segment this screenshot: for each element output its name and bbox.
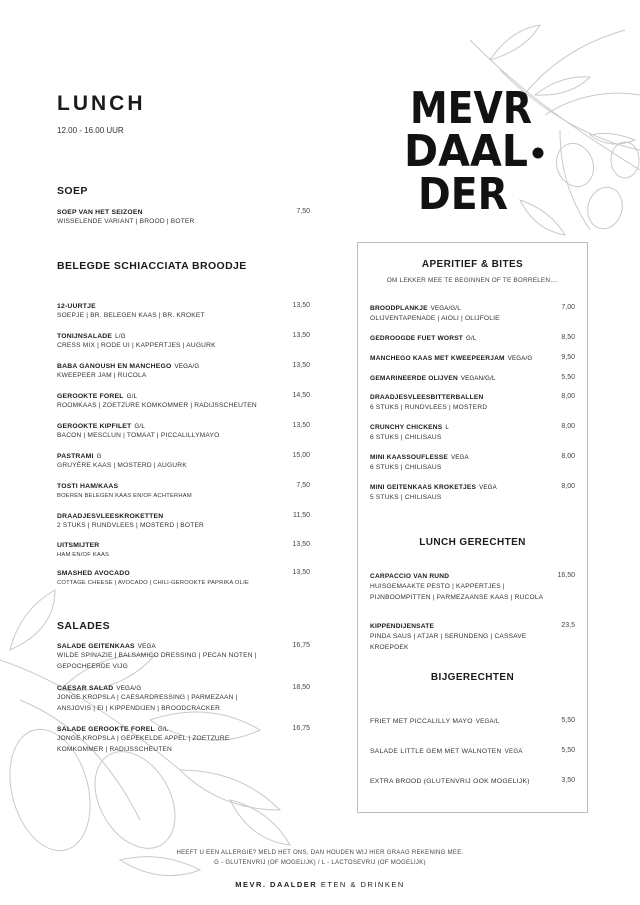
menu-item-price: 15,00 [292, 452, 310, 459]
menu-item-price: 8,00 [561, 393, 575, 400]
brand-tagline: ETEN & DRINKEN [320, 880, 405, 889]
menu-item-name: CAESAR SALAD VEGA/G [57, 685, 142, 692]
menu-item-tag: VEGA [450, 454, 469, 461]
menu-item-price: 8,50 [561, 334, 575, 341]
menu-item-description: 2 STUKS | RUNDVLEES | MOSTERD | BOTER [57, 522, 205, 529]
menu-item-price: 8,00 [561, 423, 575, 430]
menu-item-description: KWEEPEER JAM | RUCOLA [57, 372, 147, 379]
menu-item-price: 16,75 [292, 725, 310, 732]
menu-item-description: HUISGEMAAKTE PESTO | KAPPERTJES | PIJNBOOMPITTEN | PARMEZAANSE KAAS | RUCOLA [370, 583, 544, 601]
menu-item [57, 332, 310, 352]
menu-item-name: MINI KAASSOUFLESSE VEGA [370, 454, 469, 461]
menu-item-tag: VEGA/L [475, 718, 500, 725]
menu-item-price: 5,50 [561, 717, 575, 724]
menu-item-tag: VEGA [479, 484, 497, 491]
menu-item-description: BACON | MESCLUN | TOMAAT | PICCALILLYMAYO [57, 432, 220, 439]
menu-item-price: 14,50 [292, 392, 310, 399]
menu-item-price: 13,50 [292, 569, 310, 576]
menu-item-tag: VEGA [504, 748, 523, 755]
menu-item-price: 3,50 [561, 777, 575, 784]
menu-item-name: CARPACCIO VAN RUND [370, 573, 450, 580]
menu-item [57, 642, 310, 672]
menu-item-tag: G/L [134, 423, 145, 430]
menu-item-tag: G [96, 453, 102, 460]
menu-item-description: 6 STUKS | CHILISAUS [370, 434, 442, 441]
menu-item-name: BABA GANOUSH EN MANCHEGO VEGA/G [57, 363, 200, 370]
menu-item [370, 483, 575, 504]
menu-item [370, 747, 575, 757]
menu-item [370, 777, 575, 787]
menu-item-name: SALADE GEROOKTE FOREL G/L [57, 726, 169, 733]
menu-item [57, 302, 310, 322]
menu-item-description: 5 STUKS | CHILISAUS [370, 494, 442, 501]
menu-item [57, 725, 310, 755]
menu-item [57, 482, 310, 502]
menu-item-name: MINI GEITENKAAS KROKETJES VEGA [370, 484, 497, 491]
menu-item-tag: G/L [466, 335, 477, 342]
menu-item-name: GEROOKTE FOREL G/L [57, 393, 138, 400]
menu-item [370, 717, 575, 727]
menu-item [370, 304, 575, 325]
menu-item [57, 569, 310, 589]
menu-item-description: CRESS MIX | RODE UI | KAPPERTJES | AUGURK [57, 342, 216, 349]
menu-item [57, 208, 310, 228]
menu-item [370, 622, 575, 653]
menu-item-description: WISSELENDE VARIANT | BROOD | BOTER [57, 218, 195, 225]
menu-item-description: WILDE SPINAZIE | BALSAMICO DRESSING | PECAN NOTEN | GEPOCHEERDE VIJG [57, 652, 257, 670]
menu-item-description: JONGE KROPSLA | CAESARDRESSING | PARMEZAAN | ANSJOVIS | EI | KIPPENDIJEN | BROODCRACKER [57, 694, 238, 712]
menu-item-description: ROOMKAAS | ZOETZURE KOMKOMMER | RADIJSSCHEUTEN [57, 402, 257, 409]
menu-item [57, 684, 310, 714]
menu-item-description: 6 STUKS | CHILISAUS [370, 464, 442, 471]
menu-item-price: 7,00 [561, 304, 575, 311]
menu-item-name: SALADE GEITENKAAS VEGA [57, 643, 156, 650]
menu-item-name: 12-UURTJE [57, 303, 96, 310]
menu-item [57, 422, 310, 442]
menu-item-tag: G/L [157, 726, 169, 733]
menu-item-tag: VEGA/G [507, 355, 533, 362]
menu-item-name: MANCHEGO KAAS MET KWEEPEERJAM VEGA/G [370, 355, 533, 362]
menu-item-tag: VEGA/G/L [430, 305, 461, 312]
menu-item-description: COTTAGE CHEESE | AVOCADO | CHILI-GEROOKTE PAPRIKA OLIE [57, 580, 249, 586]
left-column [57, 0, 310, 905]
footer-brand [0, 880, 640, 889]
menu-item [370, 374, 575, 384]
menu-item-price: 18,50 [292, 684, 310, 691]
menu-item-tag: L/G [115, 333, 126, 340]
menu-item-price: 13,50 [292, 302, 310, 309]
allergy-notice: HEEFT U EEN ALLERGIE? MELD HET ONS, DAN HOUDEN WIJ HIER GRAAG REKENING MEE. [176, 850, 464, 856]
menu-item-name: TONIJNSALADE L/G [57, 333, 126, 340]
menu-item [57, 362, 310, 382]
menu-item-name: EXTRA BROOD (GLUTENVRIJ OOK MOGELIJK) [370, 778, 530, 785]
menu-item-name: SALADE LITTLE GEM MET WALNOTEN VEGA [370, 748, 523, 755]
menu-item-description: GRUYÈRE KAAS | MOSTERD | AUGURK [57, 462, 187, 469]
menu-item-name: TOSTI HAM/KAAS [57, 483, 119, 490]
menu-item-name: GEROOKTE KIPFILET G/L [57, 423, 145, 430]
menu-item-name: GEMARINEERDE OLIJVEN VEGAN/G/L [370, 375, 496, 382]
menu-item [370, 423, 575, 444]
menu-item [370, 393, 575, 414]
section-title-bijgerechten: BIJGERECHTEN [430, 672, 515, 683]
menu-item-price: 7,50 [296, 482, 310, 489]
section-title-aperitief: APERITIEF & BITES [421, 259, 524, 270]
menu-item-price: 9,50 [561, 354, 575, 361]
menu-item-price: 5,50 [561, 374, 575, 381]
menu-item-description: PINDA SAUS | ATJAR | SERUNDENG | CASSAVE KROEPOEK [370, 633, 527, 651]
section-title-soep: SOEP [57, 185, 88, 197]
menu-item [370, 354, 575, 364]
menu-item-name: CRUNCHY CHICKENS L [370, 424, 449, 431]
menu-item-tag: G/L [126, 393, 138, 400]
menu-item-name: GEDROOGDE FUET WORST G/L [370, 335, 477, 342]
menu-item-description: JONGE KROPSLA | GEPEKELDE APPEL | ZOETZURE KOMKOMMER | RADIJSSCHEUTEN [57, 735, 230, 753]
menu-item-price: 16,75 [292, 642, 310, 649]
menu-item-name: UITSMIJTER [57, 542, 100, 549]
menu-item-description: 6 STUKS | RUNDVLEES | MOSTERD [370, 404, 488, 411]
menu-item-name: BROODPLANKJE VEGA/G/L [370, 305, 461, 312]
menu-item-price: 23,5 [561, 622, 575, 629]
menu-item [57, 512, 310, 532]
menu-item-tag: VEGAN/G/L [460, 375, 496, 382]
menu-item-description: BOEREN BELEGEN KAAS EN/OF ACHTERHAM [57, 493, 192, 499]
menu-item-price: 11,50 [293, 512, 310, 519]
menu-item-name: DRAADJESVLEESKROKETTEN [57, 513, 164, 520]
section-title-broodje: BELEGDE SCHIACCIATA BROODJE [57, 260, 247, 272]
menu-item-price: 13,50 [292, 422, 310, 429]
menu-item-description: HAM EN/OF KAAS [57, 552, 110, 558]
menu-item-tag: L [445, 424, 449, 431]
menu-item-price: 13,50 [292, 332, 310, 339]
menu-item-price: 7,50 [296, 208, 310, 215]
menu-item-price: 5,50 [561, 747, 575, 754]
section-title-salades: SALADES [57, 620, 110, 632]
menu-item-price: 16,50 [557, 572, 575, 579]
menu-item [57, 452, 310, 472]
menu-item-description: OLIJVENTAPENADE | AIOLI | OLIJFOLIE [370, 315, 500, 322]
menu-item-price: 8,00 [561, 453, 575, 460]
svg-text:MEVR: MEVR [410, 83, 532, 134]
menu-item-tag: VEGA/G [174, 363, 200, 370]
svg-text:DER: DER [418, 169, 508, 218]
opening-hours: 12.00 - 16.00 UUR [57, 126, 124, 135]
menu-item-tag: VEGA/G [116, 685, 142, 692]
menu-item-name: FRIET MET PICCALILLY MAYO VEGA/L [370, 718, 500, 725]
menu-item-description: SOEPJE | BR. BELEGEN KAAS | BR. KROKET [57, 312, 205, 319]
menu-item-name: KIPPENDIJENSATE [370, 623, 435, 630]
menu-item-name: SMASHED AVOCADO [57, 570, 130, 577]
menu-item-name: DRAADJESVLEESBITTERBALLEN [370, 394, 484, 401]
svg-text:DAAL: DAAL [404, 126, 528, 177]
menu-item [370, 334, 575, 344]
menu-item [57, 541, 310, 561]
bites-panel [357, 242, 588, 813]
menu-item-tag: VEGA [137, 643, 156, 650]
menu-item-price: 13,50 [292, 541, 310, 548]
section-title-lunch-gerechten: LUNCH GERECHTEN [419, 537, 526, 548]
brand-name: MEVR. DAALDER [235, 880, 318, 889]
menu-item [370, 572, 575, 603]
allergy-legend: G - GLUTENVRIJ (OF MOGELIJK) / L - LACTOSEVRIJ (OF MOGELIJK) [214, 860, 426, 866]
menu-item [370, 453, 575, 474]
page-title: LUNCH [57, 92, 146, 115]
section-subtitle-aperitief: OM LEKKER MEE TE BEGINNEN OF TE BORRELEN.... [386, 277, 559, 284]
menu-item-price: 13,50 [292, 362, 310, 369]
menu-item [57, 392, 310, 412]
menu-item-name: SOEP VAN HET SEIZOEN [57, 209, 143, 216]
restaurant-logo [402, 78, 548, 218]
menu-item-name: PASTRAMI G [57, 453, 102, 460]
menu-item-price: 8,00 [561, 483, 575, 490]
